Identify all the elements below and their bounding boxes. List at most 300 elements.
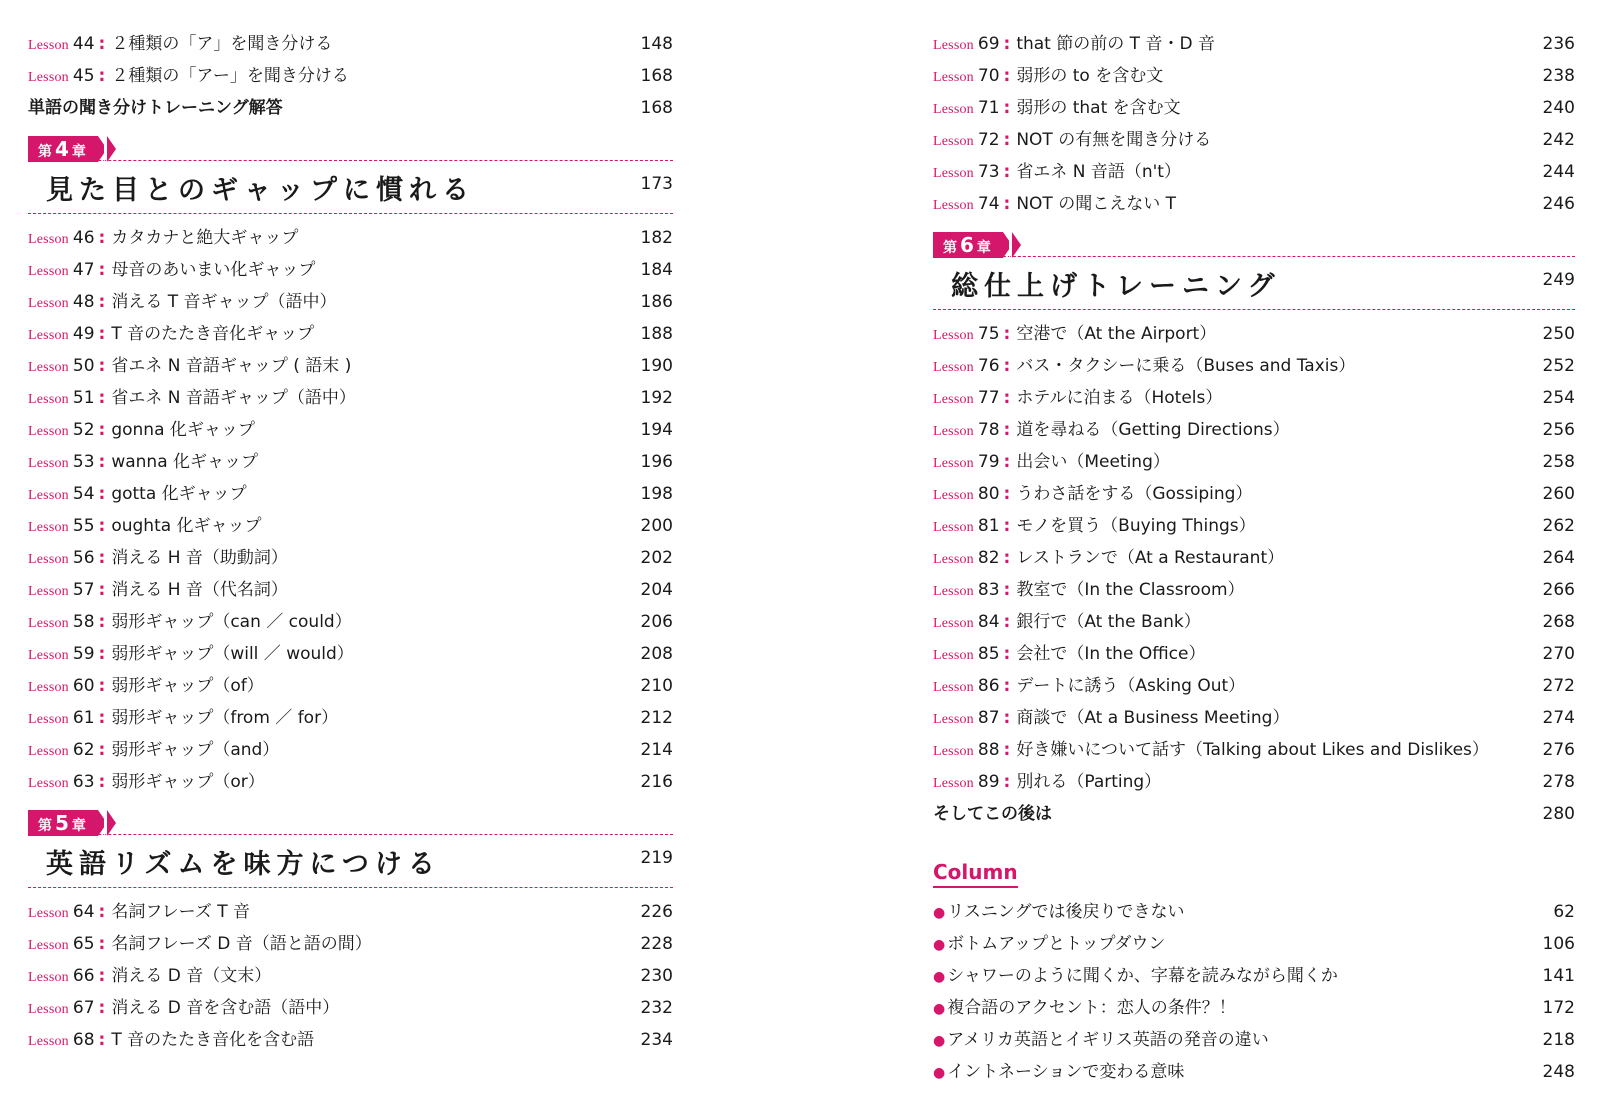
lesson-label: Lesson: [933, 648, 974, 663]
separator-colon: :: [1003, 388, 1011, 408]
chapter-5-header[interactable]: [28, 810, 673, 888]
lesson-page: 276: [1542, 740, 1575, 760]
lesson-label: Lesson: [933, 102, 974, 117]
lesson-label: Lesson: [28, 456, 69, 471]
lesson-number: 70: [977, 66, 1000, 86]
lesson-label: Lesson: [28, 970, 69, 985]
toc-entry-lesson[interactable]: [933, 124, 1575, 156]
lesson-title: 会社で（In the Office）: [1016, 644, 1206, 664]
chapter-4-header[interactable]: [28, 136, 673, 214]
lesson-title: ホテルに泊まる（Hotels）: [1016, 388, 1223, 408]
lesson-number: 79: [977, 452, 1000, 472]
lesson-number: 85: [977, 644, 1000, 664]
lesson-title: 名詞フレーズ T 音: [111, 902, 250, 922]
dashed-divider: [28, 160, 673, 161]
lesson-number: 76: [977, 356, 1000, 376]
column-entry[interactable]: [933, 992, 1575, 1024]
lesson-page: 198: [640, 484, 673, 504]
toc-left-column: [28, 28, 673, 1056]
lesson-label: Lesson: [933, 712, 974, 727]
lesson-number: 80: [977, 484, 1000, 504]
toc-entry-lesson[interactable]: [933, 382, 1575, 414]
column-title: アメリカ英語とイギリス英語の発音の違い: [947, 1030, 1269, 1050]
lesson-label: Lesson: [933, 744, 974, 759]
column-entry[interactable]: [933, 896, 1575, 928]
column-heading: Column: [933, 860, 1018, 888]
dashed-divider: [28, 887, 673, 888]
lesson-number: 59: [72, 644, 95, 664]
lesson-label: Lesson: [28, 938, 69, 953]
lesson-label: Lesson: [933, 328, 974, 343]
lesson-page: 236: [1542, 34, 1575, 54]
toc-entry-lesson[interactable]: [933, 574, 1575, 606]
chapter-badge: 第 5 章: [28, 810, 98, 836]
lesson-label: Lesson: [933, 488, 974, 503]
lesson-page: 274: [1542, 708, 1575, 728]
lesson-title: 省エネ N 音語ギャップ ( 語末 ): [111, 356, 352, 376]
lesson-page: 210: [640, 676, 673, 696]
toc-entry-lesson[interactable]: [933, 414, 1575, 446]
lesson-number: 86: [977, 676, 1000, 696]
chapter-badge: 第 4 章: [28, 136, 98, 162]
lesson-title: 省エネ N 音語ギャップ（語中）: [111, 388, 356, 408]
lesson-list-top: [933, 28, 1575, 220]
toc-entry-lesson[interactable]: [933, 60, 1575, 92]
lesson-title: ２種類の「ア」を聞き分ける: [111, 34, 333, 54]
lesson-label: Lesson: [933, 552, 974, 567]
toc-entry-lesson[interactable]: [28, 896, 673, 928]
lesson-page: 228: [640, 934, 673, 954]
lesson-label: Lesson: [28, 232, 69, 247]
lesson-page: 252: [1542, 356, 1575, 376]
lesson-page: 204: [640, 580, 673, 600]
toc-entry-lesson[interactable]: [28, 382, 673, 414]
lesson-page: 214: [640, 740, 673, 760]
lesson-number: 49: [72, 324, 95, 344]
lesson-page: 246: [1542, 194, 1575, 214]
lesson-title: 省エネ N 音語（n't）: [1016, 162, 1181, 182]
lesson-page: 212: [640, 708, 673, 728]
lesson-page: 188: [640, 324, 673, 344]
lesson-number: 88: [977, 740, 1000, 760]
lesson-number: 64: [72, 902, 95, 922]
separator-colon: :: [98, 740, 106, 760]
toc-entry-lesson[interactable]: [933, 670, 1575, 702]
lesson-number: 50: [72, 356, 95, 376]
toc-entry-lesson[interactable]: [28, 702, 673, 734]
column-page: 62: [1553, 902, 1575, 922]
toc-entry-lesson[interactable]: [28, 350, 673, 382]
lesson-label: Lesson: [28, 296, 69, 311]
lesson-page: 262: [1542, 516, 1575, 536]
separator-colon: :: [1003, 612, 1011, 632]
lesson-page: 258: [1542, 452, 1575, 472]
separator-colon: :: [98, 580, 106, 600]
separator-colon: :: [98, 998, 106, 1018]
lesson-page: 268: [1542, 612, 1575, 632]
lesson-title: 弱形の to を含む文: [1016, 66, 1164, 86]
separator-colon: :: [98, 1030, 106, 1050]
lesson-title: 弱形ギャップ（from ／ for）: [111, 708, 339, 728]
lesson-title: 空港で（At the Airport）: [1016, 324, 1217, 344]
lesson-number: 55: [72, 516, 95, 536]
lesson-page: 200: [640, 516, 673, 536]
separator-colon: :: [98, 66, 106, 86]
lesson-label: Lesson: [28, 616, 69, 631]
lesson-title: 消える D 音（文末）: [111, 966, 272, 986]
bullet-icon: ●: [933, 969, 946, 985]
toc-entry-lesson[interactable]: [28, 606, 673, 638]
lesson-number: 57: [72, 580, 95, 600]
toc-entry-lesson[interactable]: [933, 156, 1575, 188]
lesson-page: 226: [640, 902, 673, 922]
column-entry[interactable]: [933, 1056, 1575, 1088]
lesson-page: 186: [640, 292, 673, 312]
lesson-list-top: [28, 28, 673, 92]
lesson-number: 52: [72, 420, 95, 440]
separator-colon: :: [98, 708, 106, 728]
lesson-title: T 音のたたき音化を含む語: [111, 1030, 315, 1050]
lesson-number: 51: [72, 388, 95, 408]
lesson-page: 234: [640, 1030, 673, 1050]
lesson-label: Lesson: [933, 392, 974, 407]
chapter-5-lessons: [28, 896, 673, 1056]
separator-colon: :: [1003, 452, 1011, 472]
lesson-number: 74: [977, 194, 1000, 214]
lesson-title: レストランで（At a Restaurant）: [1016, 548, 1285, 568]
lesson-label: Lesson: [28, 1034, 69, 1049]
lesson-page: 168: [640, 66, 673, 86]
lesson-label: Lesson: [28, 712, 69, 727]
lesson-page: 260: [1542, 484, 1575, 504]
separator-colon: :: [1003, 708, 1011, 728]
toc-entry-lesson[interactable]: [933, 478, 1575, 510]
lesson-label: Lesson: [28, 264, 69, 279]
chapter-badge: 第 6 章: [933, 232, 1003, 258]
separator-colon: :: [1003, 194, 1011, 214]
separator-colon: :: [98, 676, 106, 696]
lesson-label: Lesson: [28, 552, 69, 567]
lesson-number: 58: [72, 612, 95, 632]
lesson-label: Lesson: [28, 776, 69, 791]
lesson-number: 87: [977, 708, 1000, 728]
separator-colon: :: [98, 388, 106, 408]
toc-entry-answers[interactable]: [28, 92, 673, 124]
toc-entry-lesson[interactable]: [28, 638, 673, 670]
toc-entry-lesson[interactable]: [28, 1024, 673, 1056]
lesson-page: 148: [640, 34, 673, 54]
lesson-label: Lesson: [28, 906, 69, 921]
lesson-label: Lesson: [933, 520, 974, 535]
lesson-title: NOT の聞こえない T: [1016, 194, 1177, 214]
lesson-page: 256: [1542, 420, 1575, 440]
lesson-label: Lesson: [28, 328, 69, 343]
separator-colon: :: [98, 548, 106, 568]
lesson-page: 270: [1542, 644, 1575, 664]
lesson-page: 254: [1542, 388, 1575, 408]
separator-colon: :: [1003, 420, 1011, 440]
toc-entry-lesson[interactable]: [933, 446, 1575, 478]
chapter-page: 249: [1542, 270, 1575, 290]
column-title: リスニングでは後戻りできない: [947, 902, 1185, 922]
lesson-title: 弱形ギャップ（of）: [111, 676, 264, 696]
lesson-title: 別れる（Parting）: [1016, 772, 1162, 792]
lesson-title: ２種類の「アー」を聞き分ける: [111, 66, 349, 86]
lesson-title: 銀行で（At the Bank）: [1016, 612, 1201, 632]
separator-colon: :: [1003, 548, 1011, 568]
column-page: 141: [1542, 966, 1575, 986]
separator-colon: :: [1003, 644, 1011, 664]
toc-entry-lesson[interactable]: [28, 478, 673, 510]
lesson-number: 71: [977, 98, 1000, 118]
lesson-title: oughta 化ギャップ: [111, 516, 262, 536]
lesson-label: Lesson: [933, 680, 974, 695]
toc-entry-lesson[interactable]: [28, 928, 673, 960]
lesson-title: 商談で（At a Business Meeting）: [1016, 708, 1290, 728]
column-entry[interactable]: [933, 928, 1575, 960]
bullet-icon: ●: [933, 1065, 946, 1081]
lesson-number: 66: [72, 966, 95, 986]
toc-entry-lesson[interactable]: [933, 188, 1575, 220]
separator-colon: :: [98, 644, 106, 664]
toc-entry-lesson[interactable]: [933, 766, 1575, 798]
lesson-title: wanna 化ギャップ: [111, 452, 259, 472]
toc-entry-lesson[interactable]: [28, 28, 673, 60]
separator-colon: :: [1003, 740, 1011, 760]
column-entry[interactable]: [933, 960, 1575, 992]
lesson-number: 54: [72, 484, 95, 504]
lesson-title: gotta 化ギャップ: [111, 484, 247, 504]
lesson-label: Lesson: [933, 166, 974, 181]
lesson-label: Lesson: [933, 38, 974, 53]
lesson-page: 192: [640, 388, 673, 408]
lesson-page: 196: [640, 452, 673, 472]
lesson-title: 教室で（In the Classroom）: [1016, 580, 1245, 600]
lesson-label: Lesson: [28, 680, 69, 695]
dashed-divider: [28, 213, 673, 214]
separator-colon: :: [1003, 516, 1011, 536]
chevron-icon: [107, 136, 116, 162]
lesson-page: 194: [640, 420, 673, 440]
toc-entry-lesson[interactable]: [28, 60, 673, 92]
lesson-number: 78: [977, 420, 1000, 440]
dashed-divider: [933, 256, 1575, 257]
lesson-number: 46: [72, 228, 95, 248]
lesson-label: Lesson: [28, 70, 69, 85]
chapter-title: 英語リズムを味方につける: [46, 849, 441, 880]
column-title: ボトムアップとトップダウン: [947, 934, 1166, 954]
lesson-number: 47: [72, 260, 95, 280]
toc-entry-lesson[interactable]: [28, 542, 673, 574]
toc-right-column: [933, 28, 1575, 1088]
lesson-title: 消える H 音（助動詞）: [111, 548, 288, 568]
lesson-page: 272: [1542, 676, 1575, 696]
toc-entry-afterword[interactable]: [933, 798, 1575, 830]
column-entry[interactable]: [933, 1024, 1575, 1056]
lesson-label: Lesson: [933, 198, 974, 213]
lesson-label: Lesson: [28, 488, 69, 503]
toc-entry-lesson[interactable]: [28, 992, 673, 1024]
toc-entry-lesson[interactable]: [933, 702, 1575, 734]
separator-colon: :: [98, 934, 106, 954]
bullet-icon: ●: [933, 1001, 946, 1017]
toc-entry-lesson[interactable]: [933, 638, 1575, 670]
lesson-page: 264: [1542, 548, 1575, 568]
lesson-label: Lesson: [933, 616, 974, 631]
lesson-title: 弱形ギャップ（and）: [111, 740, 280, 760]
lesson-page: 240: [1542, 98, 1575, 118]
lesson-title: カタカナと絶大ギャップ: [111, 228, 299, 248]
chapter-6-header[interactable]: [933, 232, 1575, 310]
lesson-title: 消える D 音を含む語（語中）: [111, 998, 340, 1018]
lesson-number: 56: [72, 548, 95, 568]
lesson-page: 238: [1542, 66, 1575, 86]
separator-colon: :: [98, 324, 106, 344]
separator-colon: :: [98, 356, 106, 376]
toc-entry-lesson[interactable]: [933, 510, 1575, 542]
lesson-page: 206: [640, 612, 673, 632]
toc-entry-lesson[interactable]: [28, 318, 673, 350]
toc-entry-lesson[interactable]: [28, 446, 673, 478]
chapter-4-lessons: [28, 222, 673, 798]
lesson-title: T 音のたたき音化ギャップ: [111, 324, 315, 344]
separator-colon: :: [98, 34, 106, 54]
separator-colon: :: [98, 452, 106, 472]
separator-colon: :: [98, 292, 106, 312]
toc-entry-lesson[interactable]: [28, 574, 673, 606]
lesson-label: Lesson: [28, 424, 69, 439]
chevron-icon: [1012, 232, 1021, 258]
lesson-number: 69: [977, 34, 1000, 54]
toc-entry-lesson[interactable]: [28, 670, 673, 702]
entry-title: そしてこの後は: [933, 804, 1052, 824]
lesson-title: 出会い（Meeting）: [1016, 452, 1170, 472]
lesson-title: gonna 化ギャップ: [111, 420, 255, 440]
column-title: 複合語のアクセント：恋人の条件？！: [947, 998, 1236, 1018]
lesson-number: 63: [72, 772, 95, 792]
lesson-label: Lesson: [28, 360, 69, 375]
lesson-number: 77: [977, 388, 1000, 408]
separator-colon: :: [98, 420, 106, 440]
chapter-title: 見た目とのギャップに慣れる: [46, 175, 475, 206]
toc-entry-lesson[interactable]: [933, 542, 1575, 574]
lesson-page: 244: [1542, 162, 1575, 182]
column-page: 218: [1542, 1030, 1575, 1050]
toc-entry-lesson[interactable]: [28, 960, 673, 992]
entry-page: 168: [640, 98, 673, 118]
lesson-number: 83: [977, 580, 1000, 600]
bullet-icon: ●: [933, 905, 946, 921]
lesson-number: 65: [72, 934, 95, 954]
lesson-number: 81: [977, 516, 1000, 536]
column-page: 172: [1542, 998, 1575, 1018]
chapter-title: 総仕上げトレーニング: [951, 271, 1281, 302]
toc-entry-lesson[interactable]: [933, 28, 1575, 60]
separator-colon: :: [1003, 162, 1011, 182]
lesson-page: 184: [640, 260, 673, 280]
lesson-title: 母音のあいまい化ギャップ: [111, 260, 316, 280]
lesson-label: Lesson: [28, 744, 69, 759]
lesson-title: 弱形ギャップ（can ／ could）: [111, 612, 352, 632]
separator-colon: :: [98, 902, 106, 922]
lesson-title: バス・タクシーに乗る（Buses and Taxis）: [1016, 356, 1356, 376]
lesson-label: Lesson: [28, 584, 69, 599]
lesson-label: Lesson: [933, 134, 974, 149]
entry-page: 280: [1542, 804, 1575, 824]
separator-colon: :: [98, 966, 106, 986]
bullet-icon: ●: [933, 937, 946, 953]
entry-title: 単語の聞き分けトレーニング解答: [28, 98, 283, 118]
toc-entry-lesson[interactable]: [28, 254, 673, 286]
toc-entry-lesson[interactable]: [933, 92, 1575, 124]
lesson-title: 名詞フレーズ D 音（語と語の間）: [111, 934, 372, 954]
separator-colon: :: [98, 228, 106, 248]
toc-entry-lesson[interactable]: [28, 766, 673, 798]
separator-colon: :: [1003, 676, 1011, 696]
toc-entry-lesson[interactable]: [28, 510, 673, 542]
lesson-number: 72: [977, 130, 1000, 150]
toc-entry-lesson[interactable]: [933, 734, 1575, 766]
column-page: 106: [1542, 934, 1575, 954]
column-title: シャワーのように聞くか、字幕を読みながら聞くか: [947, 966, 1338, 986]
lesson-number: 73: [977, 162, 1000, 182]
separator-colon: :: [1003, 772, 1011, 792]
lesson-number: 48: [72, 292, 95, 312]
chapter-page: 173: [640, 174, 673, 194]
separator-colon: :: [98, 516, 106, 536]
lesson-number: 60: [72, 676, 95, 696]
lesson-number: 67: [72, 998, 95, 1018]
lesson-number: 68: [72, 1030, 95, 1050]
lesson-title: 消える T 音ギャップ（語中）: [111, 292, 337, 312]
lesson-page: 208: [640, 644, 673, 664]
lesson-number: 53: [72, 452, 95, 472]
toc-entry-lesson[interactable]: [933, 606, 1575, 638]
separator-colon: :: [98, 772, 106, 792]
chevron-icon: [107, 810, 116, 836]
toc-entry-lesson[interactable]: [28, 734, 673, 766]
separator-colon: :: [1003, 98, 1011, 118]
dashed-divider: [933, 309, 1575, 310]
toc-entry-lesson[interactable]: [28, 222, 673, 254]
toc-entry-lesson[interactable]: [28, 414, 673, 446]
toc-entry-lesson[interactable]: [28, 286, 673, 318]
lesson-number: 62: [72, 740, 95, 760]
column-page: 248: [1542, 1062, 1575, 1082]
dashed-divider: [28, 834, 673, 835]
lesson-label: Lesson: [28, 520, 69, 535]
chapter-6-lessons: [933, 318, 1575, 798]
separator-colon: :: [1003, 324, 1011, 344]
toc-entry-lesson[interactable]: [933, 350, 1575, 382]
lesson-label: Lesson: [933, 584, 974, 599]
column-title: イントネーションで変わる意味: [947, 1062, 1185, 1082]
lesson-page: 266: [1542, 580, 1575, 600]
lesson-page: 232: [640, 998, 673, 1018]
lesson-number: 61: [72, 708, 95, 728]
toc-entry-lesson[interactable]: [933, 318, 1575, 350]
lesson-number: 84: [977, 612, 1000, 632]
separator-colon: :: [1003, 580, 1011, 600]
lesson-title: 弱形ギャップ（will ／ would）: [111, 644, 354, 664]
lesson-title: that 節の前の T 音・D 音: [1016, 34, 1215, 54]
column-list: [933, 896, 1575, 1088]
lesson-number: 82: [977, 548, 1000, 568]
lesson-title: 弱形ギャップ（or）: [111, 772, 265, 792]
lesson-page: 182: [640, 228, 673, 248]
lesson-page: 250: [1542, 324, 1575, 344]
separator-colon: :: [1003, 34, 1011, 54]
